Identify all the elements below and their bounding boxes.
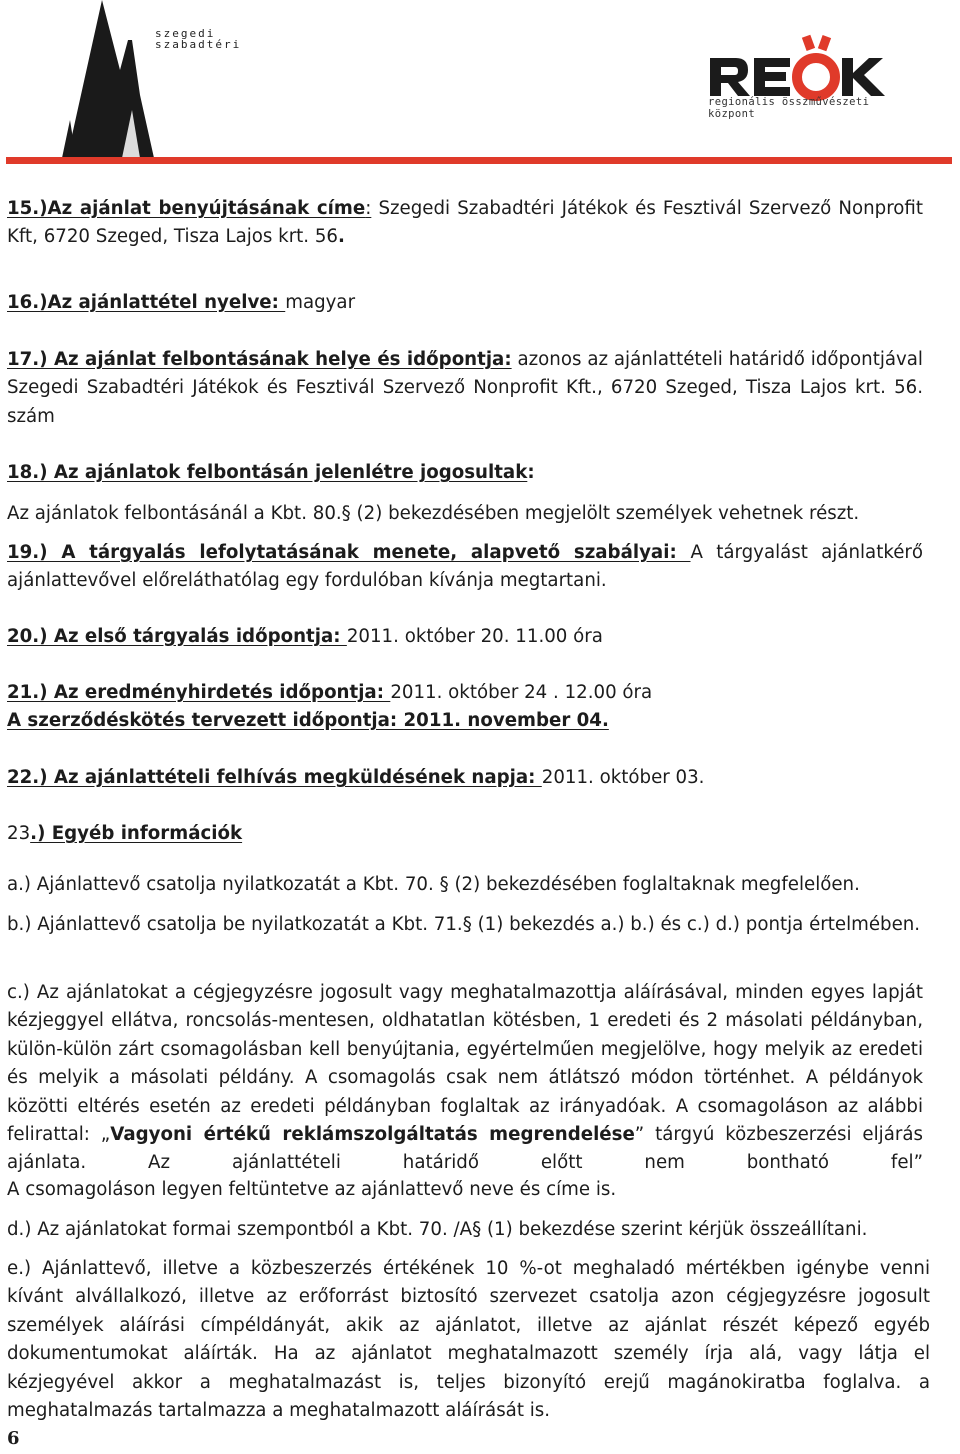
section-23 bbox=[7, 820, 923, 848]
item-c-after: ” tárgyú közbeszerzési eljárás ajánlata. Az ajánlattételi határidő előtt nem bontható fel” bbox=[7, 1124, 923, 1174]
section-16-text: magyar bbox=[285, 292, 356, 313]
reok-subtitle: regionális összművészeti központ bbox=[708, 96, 870, 120]
logo-word-2: szabadtéri bbox=[155, 38, 242, 51]
section-15-colon: : bbox=[365, 198, 372, 219]
szegedi-szabadteri-logo bbox=[62, 0, 232, 158]
section-21-label: 21.) Az eredményhirdetés időpontja: bbox=[7, 682, 391, 703]
contract-date-value: 2011. november 04. bbox=[403, 710, 609, 731]
section-18-label: 18.) Az ajánlatok felbontásán jelenlétre jogosultak bbox=[7, 462, 528, 483]
section-15-text: Szegedi Szabadtéri Játékok és Fesztivál Szervező Nonprofit Kft, 6720 Szeged, Tisza Lajos krt. 56 bbox=[7, 198, 923, 248]
section-23-num: 23 bbox=[7, 823, 31, 844]
section-18 bbox=[7, 459, 923, 487]
section-19 bbox=[7, 539, 923, 596]
section-20 bbox=[7, 623, 923, 651]
item-d: d.) Az ajánlatokat formai szempontból a Kbt. 70. /A§ (1) bekezdése szerint kérjük összeállítani. bbox=[7, 1219, 868, 1240]
section-17 bbox=[7, 346, 923, 431]
item-c-bold: Vagyoni értékű reklámszolgáltatás megrendelése bbox=[110, 1124, 635, 1146]
section-18-text: Az ajánlatok felbontásánál a Kbt. 80.§ (2) bekezdésében megjelölt személyek vehetnek részt. bbox=[7, 503, 860, 524]
section-15 bbox=[7, 195, 923, 252]
contract-date-line bbox=[7, 707, 923, 735]
item-e: e.) Ajánlattevő, illetve a közbeszerzés értékének 10 %-ot meghaladó mértékben igénybe venni kívánt alvállalkozó, illetve az erőforrást biztosító szervezet csatolja azon cégjegyzésre jogosult személyek aláírási címpéldányát, akik az ajánlatot, illetve az ajánlat részét képező egyéb dokumentumokat aláírták. Ha az ajánlatot meghatalmazott személy írja alá, vagy látja el kézjegyével akkor a meghatalmazást is, teljes bizonyító erejű magánokiratba foglalva. a meghatalmazás tartalmazza a meghatalmazott aláírását is. bbox=[7, 1258, 930, 1422]
section-22 bbox=[7, 764, 923, 792]
szegedi-logo-text bbox=[155, 28, 241, 50]
document-body bbox=[7, 195, 923, 252]
section-23-label: .) Egyéb információk bbox=[30, 823, 243, 844]
section-18-colon: : bbox=[527, 462, 535, 483]
item-c bbox=[7, 979, 923, 1178]
section-19-text: A tárgyalást ajánlatkérő ajánlattevővel előreláthatólag egy fordulóban kívánja megtartani. bbox=[7, 542, 924, 592]
item-b: b.) Ajánlattevő csatolja be nyilatkozatát a Kbt. 71.§ (1) bekezdés a.) b.) és c.) d.) pontja értelmében. bbox=[7, 914, 921, 935]
header-red-rule bbox=[6, 157, 952, 164]
section-21-text: 2011. október 24 . 12.00 óra bbox=[390, 682, 653, 703]
section-17-text: azonos az ajánlattételi határidő időpontjával Szegedi Szabadtéri Játékok és Fesztivál Szervező Nonprofit Kft., 6720 Szeged, Tisza Lajos krt. 56. szám bbox=[7, 349, 923, 427]
section-20-text: 2011. október 20. 11.00 óra bbox=[346, 626, 603, 647]
item-c-last-line: A csomagoláson legyen feltüntetve az ajánlattevő neve és címe is. bbox=[7, 1179, 617, 1200]
section-21 bbox=[7, 679, 923, 707]
page-number: 6 bbox=[7, 1428, 20, 1449]
item-a: a.) Ajánlattevő csatolja nyilatkozatát a Kbt. 70. § (2) bekezdésében foglaltaknak megfelelően. bbox=[7, 874, 860, 895]
logo-word-1: szegedi bbox=[155, 27, 216, 40]
section-16 bbox=[7, 289, 923, 317]
section-22-text: 2011. október 03. bbox=[541, 767, 705, 788]
section-20-label: 20.) Az első tárgyalás időpontja: bbox=[7, 626, 347, 647]
section-15-tail: . bbox=[338, 226, 345, 248]
contract-date-label: A szerződéskötés tervezett időpontja: bbox=[7, 710, 404, 731]
section-16-label: 16.)Az ajánlattétel nyelve: bbox=[7, 292, 286, 313]
section-22-label: 22.) Az ajánlattételi felhívás megküldésének napja: bbox=[7, 767, 542, 788]
page-header bbox=[0, 0, 960, 170]
section-19-label: 19.) A tárgyalás lefolytatásának menete, alapvető szabályai: bbox=[7, 542, 691, 563]
item-c-before: c.) Az ajánlatokat a cégjegyzésre jogosult vagy meghatalmazottja aláírásával, minden egyes lapját kézjeggyel ellátva, roncsolás-mentesen, oldhatatlan kötésben, 1 eredeti és 2 másolati példányban, külön-külön zárt csomagolásban kell benyújtania, egyértelműen megjelölve, hogy melyik az eredeti és melyik a másolati példány. A csomagolás csak nem átlátszó módon történhet. A példányok közötti eltérés esetén az eredeti példányban foglaltak az irányadóak. A csomagoláson az alábbi felirattal: „ bbox=[7, 982, 923, 1146]
section-15-label: 15.)Az ajánlat benyújtásának címe bbox=[7, 198, 366, 219]
section-17-label: 17.) Az ajánlat felbontásának helye és időpontja: bbox=[7, 349, 512, 370]
